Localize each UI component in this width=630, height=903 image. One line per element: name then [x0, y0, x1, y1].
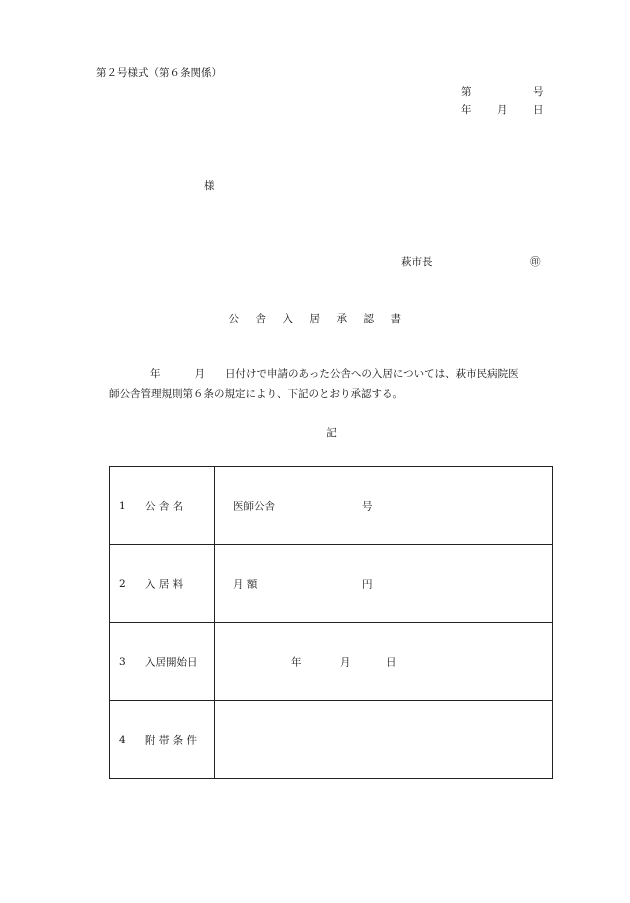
row-label: 入 居 料 — [145, 578, 184, 590]
addressee-honorific: 様 — [204, 180, 215, 192]
row-label-cell — [110, 701, 215, 779]
table-row — [110, 467, 553, 545]
body-line-2: 師公舎管理規則第６条の規定により、下記のとおり承認する。 — [109, 388, 403, 400]
seal-mark: ㊞ — [530, 256, 541, 268]
title-char: 公 — [228, 313, 240, 325]
doc-number-suffix: 号 — [533, 86, 544, 98]
date-month: 月 — [497, 104, 508, 116]
title-char: 入 — [282, 313, 294, 325]
row-value-cell — [215, 623, 553, 701]
body-line-1 — [150, 369, 519, 380]
monthly-amount-label: 月 額 — [233, 578, 258, 590]
issuer-name: 萩市長 — [401, 256, 433, 268]
details-table — [109, 466, 553, 779]
form-number: 第２号様式（第６条関係） — [96, 67, 222, 79]
title-char: 居 — [309, 313, 321, 325]
row-number: 2 — [119, 577, 126, 590]
yen-unit: 円 — [362, 578, 373, 590]
body-month: 月 — [194, 368, 205, 380]
table-row — [110, 545, 553, 623]
row-label: 公 舎 名 — [145, 500, 184, 512]
document-title — [0, 314, 630, 325]
row-number: 4 — [119, 733, 126, 746]
row-value-cell — [215, 467, 553, 545]
table-row — [110, 623, 553, 701]
facility-name: 医師公舎 — [233, 500, 275, 512]
title-char: 舎 — [255, 313, 267, 325]
row-label: 入居開始日 — [145, 656, 198, 668]
table-row — [110, 701, 553, 779]
start-month: 月 — [340, 656, 351, 668]
body-line1-rest: 日付けで申請のあった公舎への入居については、萩市民病院医 — [225, 368, 519, 380]
title-char: 書 — [390, 313, 402, 325]
doc-number-label: 第 — [461, 86, 472, 98]
row-number: 3 — [119, 655, 126, 668]
title-char: 承 — [336, 313, 348, 325]
row-label: 附 帯 条 件 — [145, 734, 198, 746]
date-day: 日 — [533, 104, 544, 116]
start-day: 日 — [386, 656, 397, 668]
facility-number-suffix: 号 — [362, 500, 373, 512]
ki-heading: 記 — [326, 427, 337, 439]
row-value-cell — [215, 701, 553, 779]
row-label-cell — [110, 545, 215, 623]
row-label-cell — [110, 623, 215, 701]
title-char: 認 — [363, 313, 375, 325]
row-label-cell — [110, 467, 215, 545]
start-year: 年 — [291, 656, 302, 668]
date-year: 年 — [461, 104, 472, 116]
row-value-cell — [215, 545, 553, 623]
row-number: 1 — [119, 499, 126, 512]
body-year: 年 — [150, 368, 161, 380]
